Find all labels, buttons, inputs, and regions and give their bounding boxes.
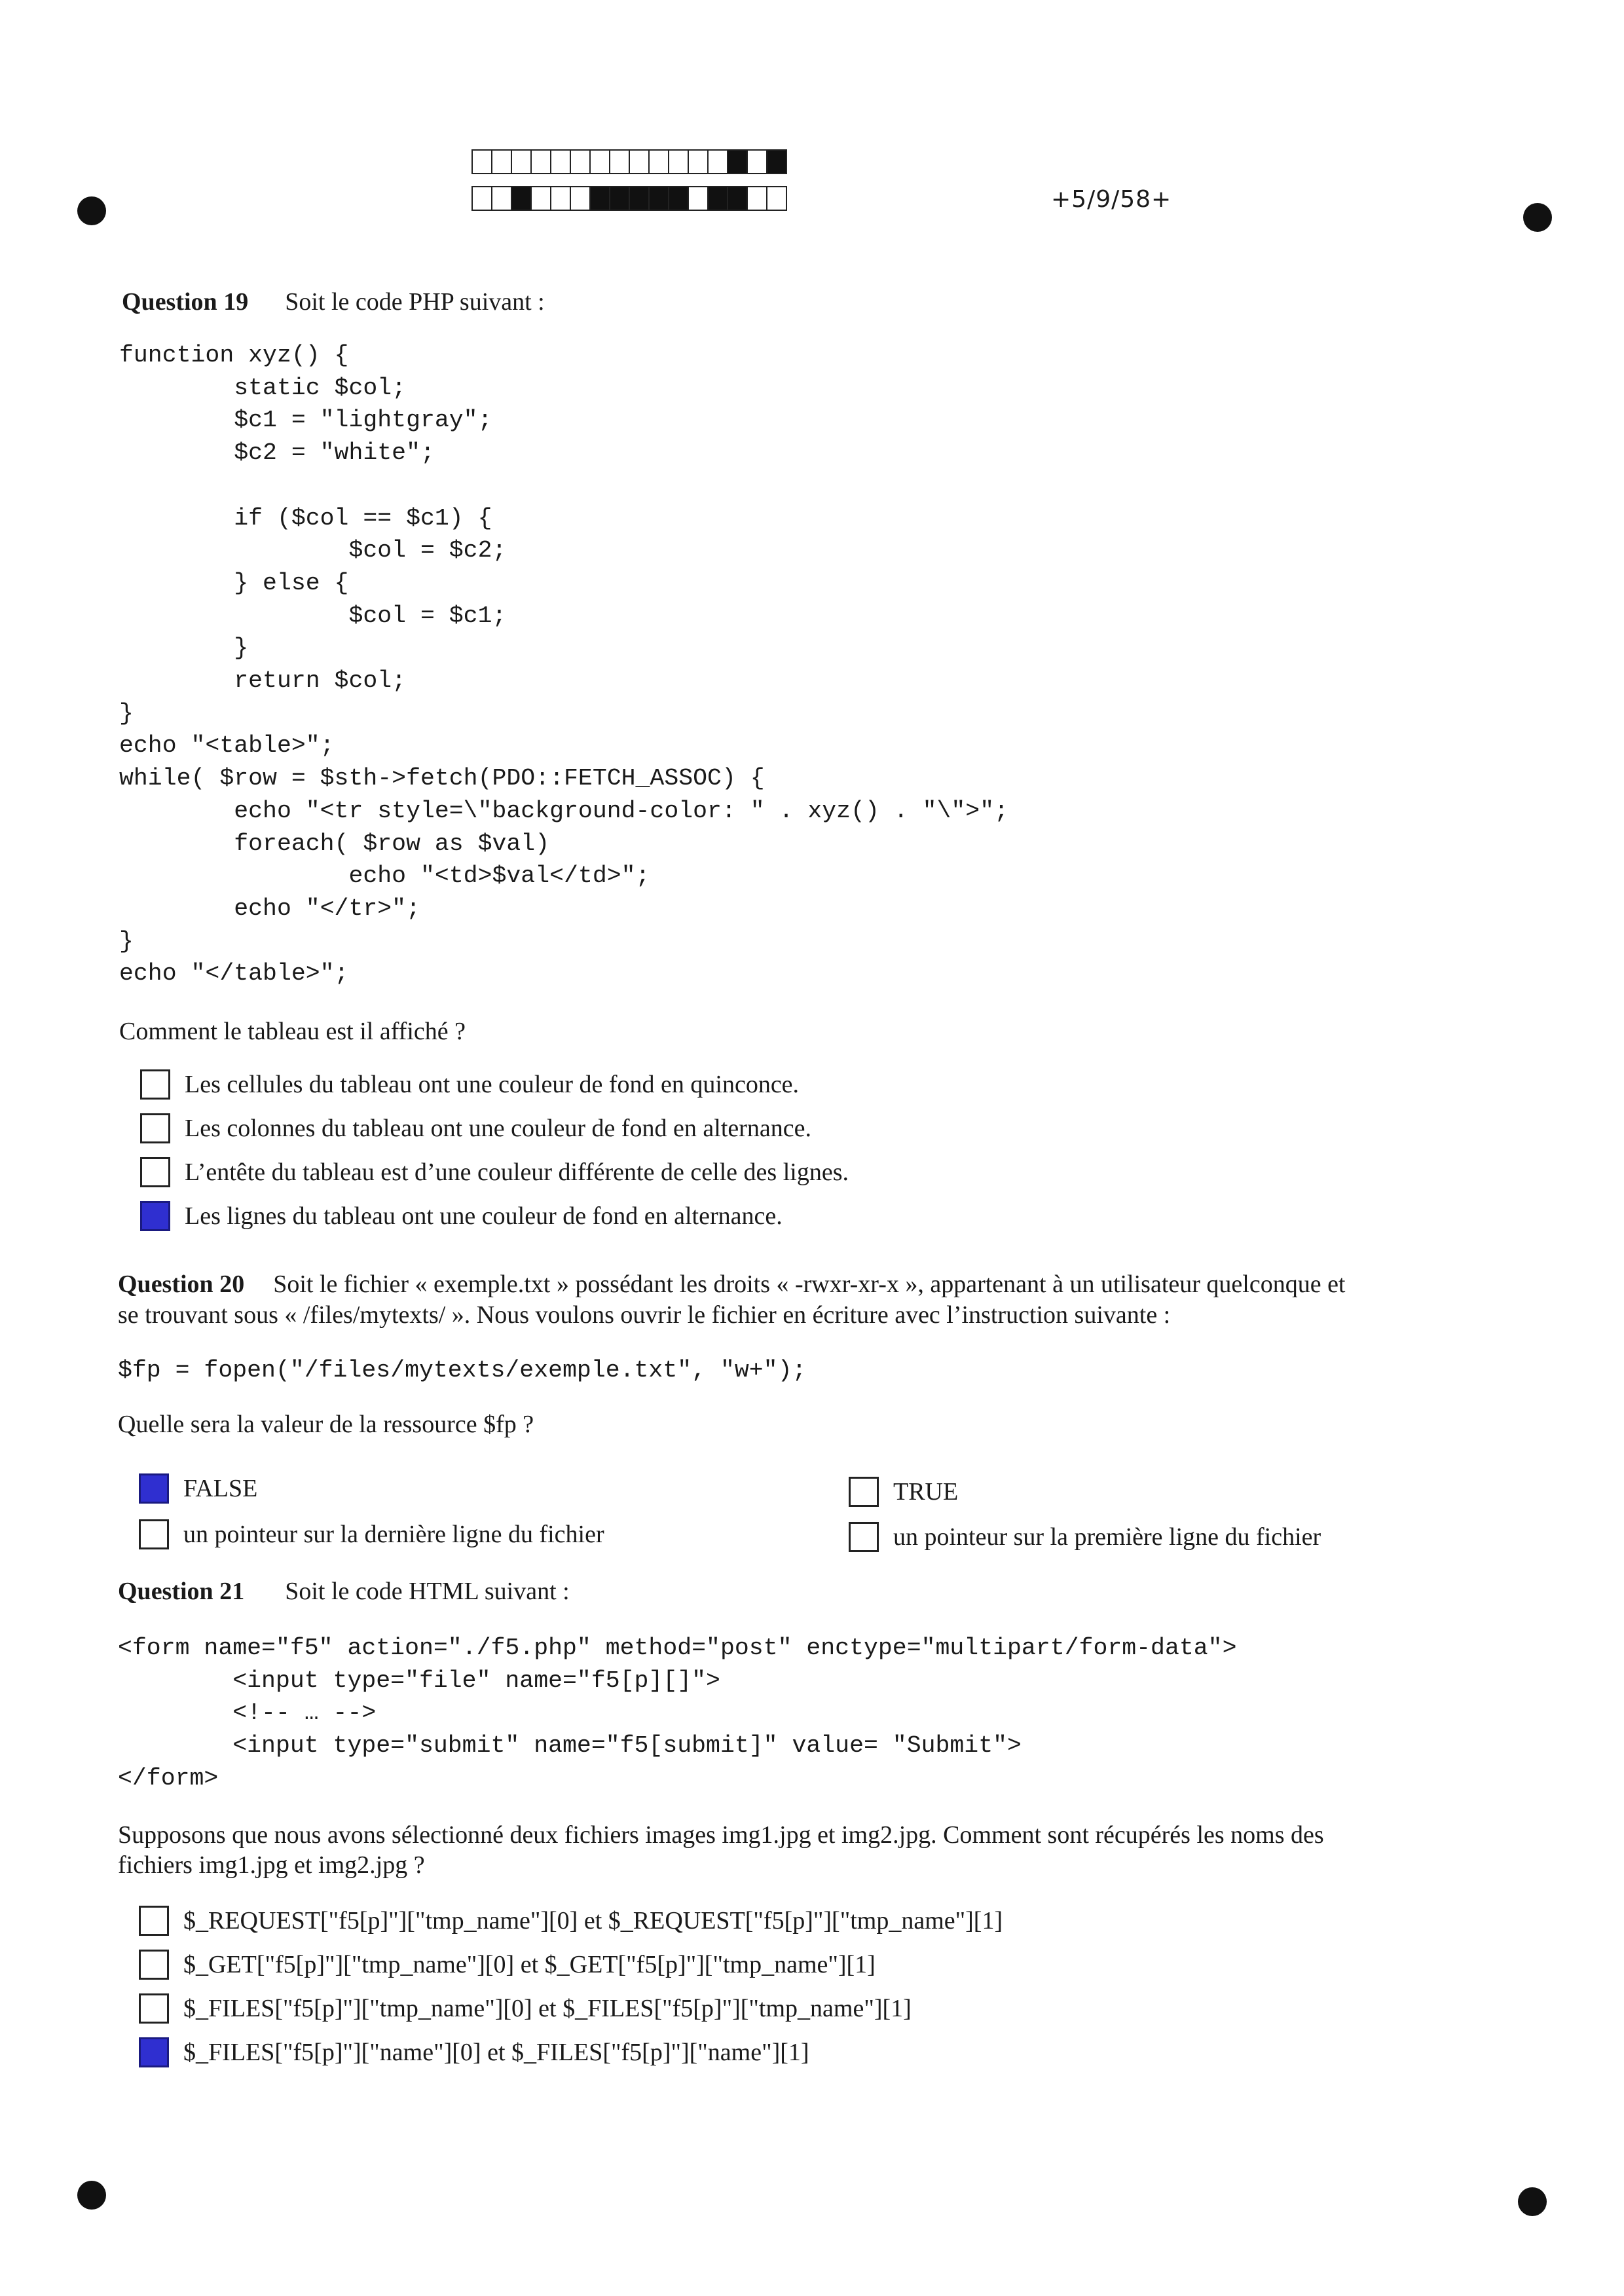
question-20-choice-first-line[interactable] — [849, 1522, 1321, 1552]
barcode-cell — [471, 186, 492, 211]
question-19-choice-2[interactable] — [140, 1113, 811, 1143]
question-21-prompt: Supposons que nous avons sélectionné deux fichiers images img1.jpg et img2.jpg. Comment sont récupérés les noms des — [118, 1821, 1324, 1849]
choice-label: TRUE — [893, 1478, 959, 1506]
question-19-choice-1[interactable] — [140, 1069, 799, 1100]
question-20-header — [118, 1269, 1346, 1299]
question-21-label: Question 21 — [118, 1578, 245, 1605]
choice-label: $_FILES["f5[p]"]["name"][0] et $_FILES["f5[p]"]["name"][1] — [183, 2039, 809, 2066]
barcode-cell — [491, 186, 512, 211]
choice-label: $_GET["f5[p]"]["tmp_name"][0] et $_GET["f5[p]"]["tmp_name"][1] — [183, 1951, 876, 1978]
question-20-intro-line-2: se trouvant sous « /files/mytexts/ ». Nous voulons ouvrir le fichier en écriture avec l’instruction suivante : — [118, 1301, 1171, 1329]
question-19-choice-3[interactable] — [140, 1157, 849, 1187]
barcode-cell — [491, 149, 512, 174]
question-19-code: function xyz() { static $col; $c1 = "lightgray"; $c2 = "white"; if ($col == $c1) { $col = $c2; } else { $col = $c1; } return $col; } echo "<table>"; while( $row = $sth->fetch(PDO::FETCH_ASSOC) { echo "<tr style=\"background-color: " . xyz() . "\">"; foreach( $row as $val) echo "<td>$val</td>"; echo "</tr>"; } echo "</table>"; — [119, 342, 1009, 988]
registration-mark-top-left — [77, 196, 106, 225]
question-21-choice-1[interactable] — [139, 1906, 1003, 1936]
choice-label: Les lignes du tableau ont une couleur de fond en alternance. — [185, 1202, 783, 1230]
barcode-cell — [668, 149, 689, 174]
question-19-header — [122, 287, 545, 317]
question-20-intro: Soit le fichier « exemple.txt » possédant les droits « -rwxr-xr-x », appartenant à un utilisateur quelconque et — [273, 1270, 1346, 1298]
question-20-choice-false[interactable] — [139, 1473, 257, 1504]
barcode-cell — [648, 149, 669, 174]
barcode-cell — [530, 149, 551, 174]
barcode-cell — [707, 186, 728, 211]
barcode-row-2 — [471, 186, 786, 212]
question-19-label: Question 19 — [122, 288, 249, 316]
choice-label: $_REQUEST["f5[p]"]["tmp_name"][0] et $_REQUEST["f5[p]"]["tmp_name"][1] — [183, 1907, 1003, 1935]
barcode-cell — [727, 149, 748, 174]
barcode-cell — [629, 186, 650, 211]
barcode-cell — [668, 186, 689, 211]
question-21-choice-4[interactable] — [139, 2037, 809, 2067]
barcode-cell — [609, 186, 630, 211]
question-19-choice-4[interactable] — [140, 1201, 783, 1231]
barcode-cell — [471, 149, 492, 174]
barcode-cell — [589, 149, 610, 174]
barcode-cell — [766, 149, 787, 174]
choice-label: un pointeur sur la dernière ligne du fichier — [183, 1521, 604, 1548]
barcode-cell — [747, 149, 767, 174]
barcode-cell — [727, 186, 748, 211]
question-21-choice-2[interactable] — [139, 1950, 876, 1980]
checkbox[interactable] — [139, 1993, 169, 2024]
question-21-choice-3[interactable] — [139, 1993, 912, 2024]
barcode-cell — [511, 186, 532, 211]
question-19-prompt: Comment le tableau est il affiché ? — [119, 1018, 466, 1045]
barcode-cell — [511, 149, 532, 174]
choice-label: L’entête du tableau est d’une couleur différente de celle des lignes. — [185, 1158, 849, 1186]
barcode-cell — [570, 149, 591, 174]
question-20-choice-true[interactable] — [849, 1477, 958, 1507]
question-21-intro: Soit le code HTML suivant : — [285, 1578, 570, 1605]
question-19-intro: Soit le code PHP suivant : — [285, 288, 545, 316]
question-20-code: $fp = fopen("/files/mytexts/exemple.txt", "w+"); — [118, 1357, 807, 1384]
choice-label: Les cellules du tableau ont une couleur de fond en quinconce. — [185, 1071, 800, 1098]
choice-label: $_FILES["f5[p]"]["tmp_name"][0] et $_FILES["f5[p]"]["tmp_name"][1] — [183, 1995, 912, 2022]
question-21-header — [118, 1576, 570, 1606]
barcode-row-1 — [471, 149, 786, 176]
choice-label: FALSE — [183, 1475, 258, 1502]
question-21-code: <form name="f5" action="./f5.php" method="post" enctype="multipart/form-data"> <input type="file" name="f5[p][]"> <!-- … --> <input type="submit" name="f5[submit]" value= "Submit"> </form> — [118, 1635, 1237, 1792]
barcode-cell — [747, 186, 767, 211]
checkbox[interactable] — [139, 1473, 169, 1504]
choice-label: un pointeur sur la première ligne du fichier — [893, 1523, 1321, 1551]
page-header-id: +5/9/58+ — [1051, 186, 1172, 213]
checkbox[interactable] — [139, 2037, 169, 2067]
barcode-cell — [609, 149, 630, 174]
registration-mark-top-right — [1523, 203, 1552, 232]
checkbox[interactable] — [139, 1950, 169, 1980]
question-20-prompt: Quelle sera la valeur de la ressource $fp ? — [118, 1411, 534, 1438]
barcode-cell — [550, 186, 571, 211]
checkbox[interactable] — [849, 1522, 879, 1552]
barcode-cell — [629, 149, 650, 174]
barcode-cell — [550, 149, 571, 174]
question-20-choice-last-line[interactable] — [139, 1519, 604, 1549]
checkbox[interactable] — [139, 1519, 169, 1549]
barcode-cell — [648, 186, 669, 211]
checkbox[interactable] — [140, 1157, 170, 1187]
checkbox[interactable] — [140, 1069, 170, 1100]
checkbox[interactable] — [139, 1906, 169, 1936]
question-20-label: Question 20 — [118, 1270, 245, 1298]
registration-mark-bottom-left — [77, 2181, 106, 2210]
choice-label: Les colonnes du tableau ont une couleur de fond en alternance. — [185, 1115, 812, 1142]
barcode-cell — [688, 186, 709, 211]
barcode-cell — [530, 186, 551, 211]
barcode-cell — [570, 186, 591, 211]
barcode-cell — [707, 149, 728, 174]
checkbox[interactable] — [849, 1477, 879, 1507]
question-21-prompt-line-2: fichiers img1.jpg et img2.jpg ? — [118, 1851, 425, 1879]
registration-mark-bottom-right — [1518, 2187, 1547, 2216]
barcode-cell — [589, 186, 610, 211]
barcode-cell — [766, 186, 787, 211]
checkbox[interactable] — [140, 1201, 170, 1231]
checkbox[interactable] — [140, 1113, 170, 1143]
page-barcode — [471, 149, 786, 223]
barcode-cell — [688, 149, 709, 174]
